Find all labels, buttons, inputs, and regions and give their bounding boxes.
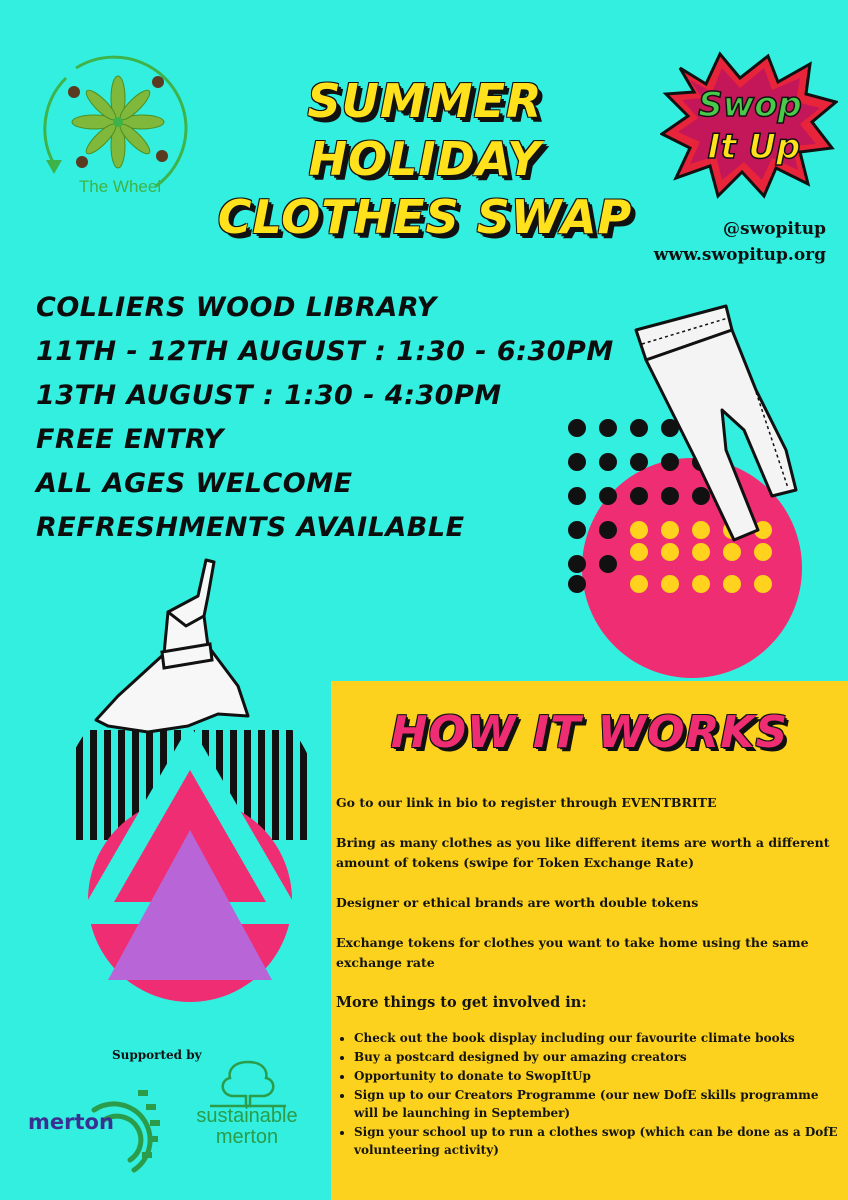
step-bring-clothes: Bring as many clothes as you like different items are worth a different amount of tokens (swipe for Token Exchange Rate) xyxy=(336,835,830,870)
jeans-icon xyxy=(626,300,806,550)
swop-it-up-logo-icon xyxy=(660,50,838,200)
svg-text:Swop: Swop xyxy=(698,85,802,125)
list-item: • Sign your school up to run a clothes swop (which can be done as a DofE volunteering activity) xyxy=(354,1123,841,1159)
svg-text:It Up: It Up xyxy=(707,127,801,167)
how-it-works-body xyxy=(336,793,841,1160)
dress-icon xyxy=(88,556,268,756)
event-title xyxy=(205,72,645,246)
sustainable-merton-logo-text: sustainable merton xyxy=(196,1105,298,1148)
list-item: • Opportunity to donate to SwopItUp xyxy=(354,1067,841,1085)
step-exchange: Exchange tokens for clothes you want to take home using the same exchange rate xyxy=(336,935,809,970)
social-handle[interactable]: @swopitup xyxy=(723,219,826,239)
detail-refreshments: REFRESHMENTS AVAILABLE xyxy=(36,512,465,543)
tree-icon xyxy=(210,1058,286,1108)
step-register: Go to our link in bio to register through EVENTBRITE xyxy=(336,795,717,810)
event-details xyxy=(36,286,614,550)
wheel-logo-icon xyxy=(36,46,196,206)
more-things-heading: More things to get involved in: xyxy=(336,994,587,1011)
website-link[interactable]: www.swopitup.org xyxy=(653,245,826,265)
title-line-1: SUMMER HOLIDAY xyxy=(307,74,543,186)
supported-by-label: Supported by xyxy=(112,1048,202,1062)
more-things-list xyxy=(336,1029,841,1159)
list-item: • Buy a postcard designed by our amazing creators xyxy=(354,1048,841,1066)
detail-dates-1: 11TH - 12TH AUGUST : 1:30 - 6:30PM xyxy=(36,336,614,367)
how-it-works-heading: HOW IT WORKS xyxy=(390,707,789,758)
social-links xyxy=(654,216,826,268)
detail-dates-2: 13TH AUGUST : 1:30 - 4:30PM xyxy=(36,380,502,411)
how-it-works-panel xyxy=(331,681,848,1200)
merton-logo-text: merton xyxy=(28,1110,114,1134)
list-item: • Check out the book display including our favourite climate books xyxy=(354,1029,841,1047)
step-designer-brands: Designer or ethical brands are worth double tokens xyxy=(336,895,699,910)
detail-location: COLLIERS WOOD LIBRARY xyxy=(36,292,437,323)
detail-ages: ALL AGES WELCOME xyxy=(36,468,353,499)
svg-text:The Wheel: The Wheel xyxy=(78,177,162,196)
title-line-2: CLOTHES SWAP xyxy=(217,190,633,244)
detail-entry: FREE ENTRY xyxy=(36,424,224,455)
list-item: • Sign up to our Creators Programme (our new DofE skills programme will be launching in September) xyxy=(354,1086,841,1122)
